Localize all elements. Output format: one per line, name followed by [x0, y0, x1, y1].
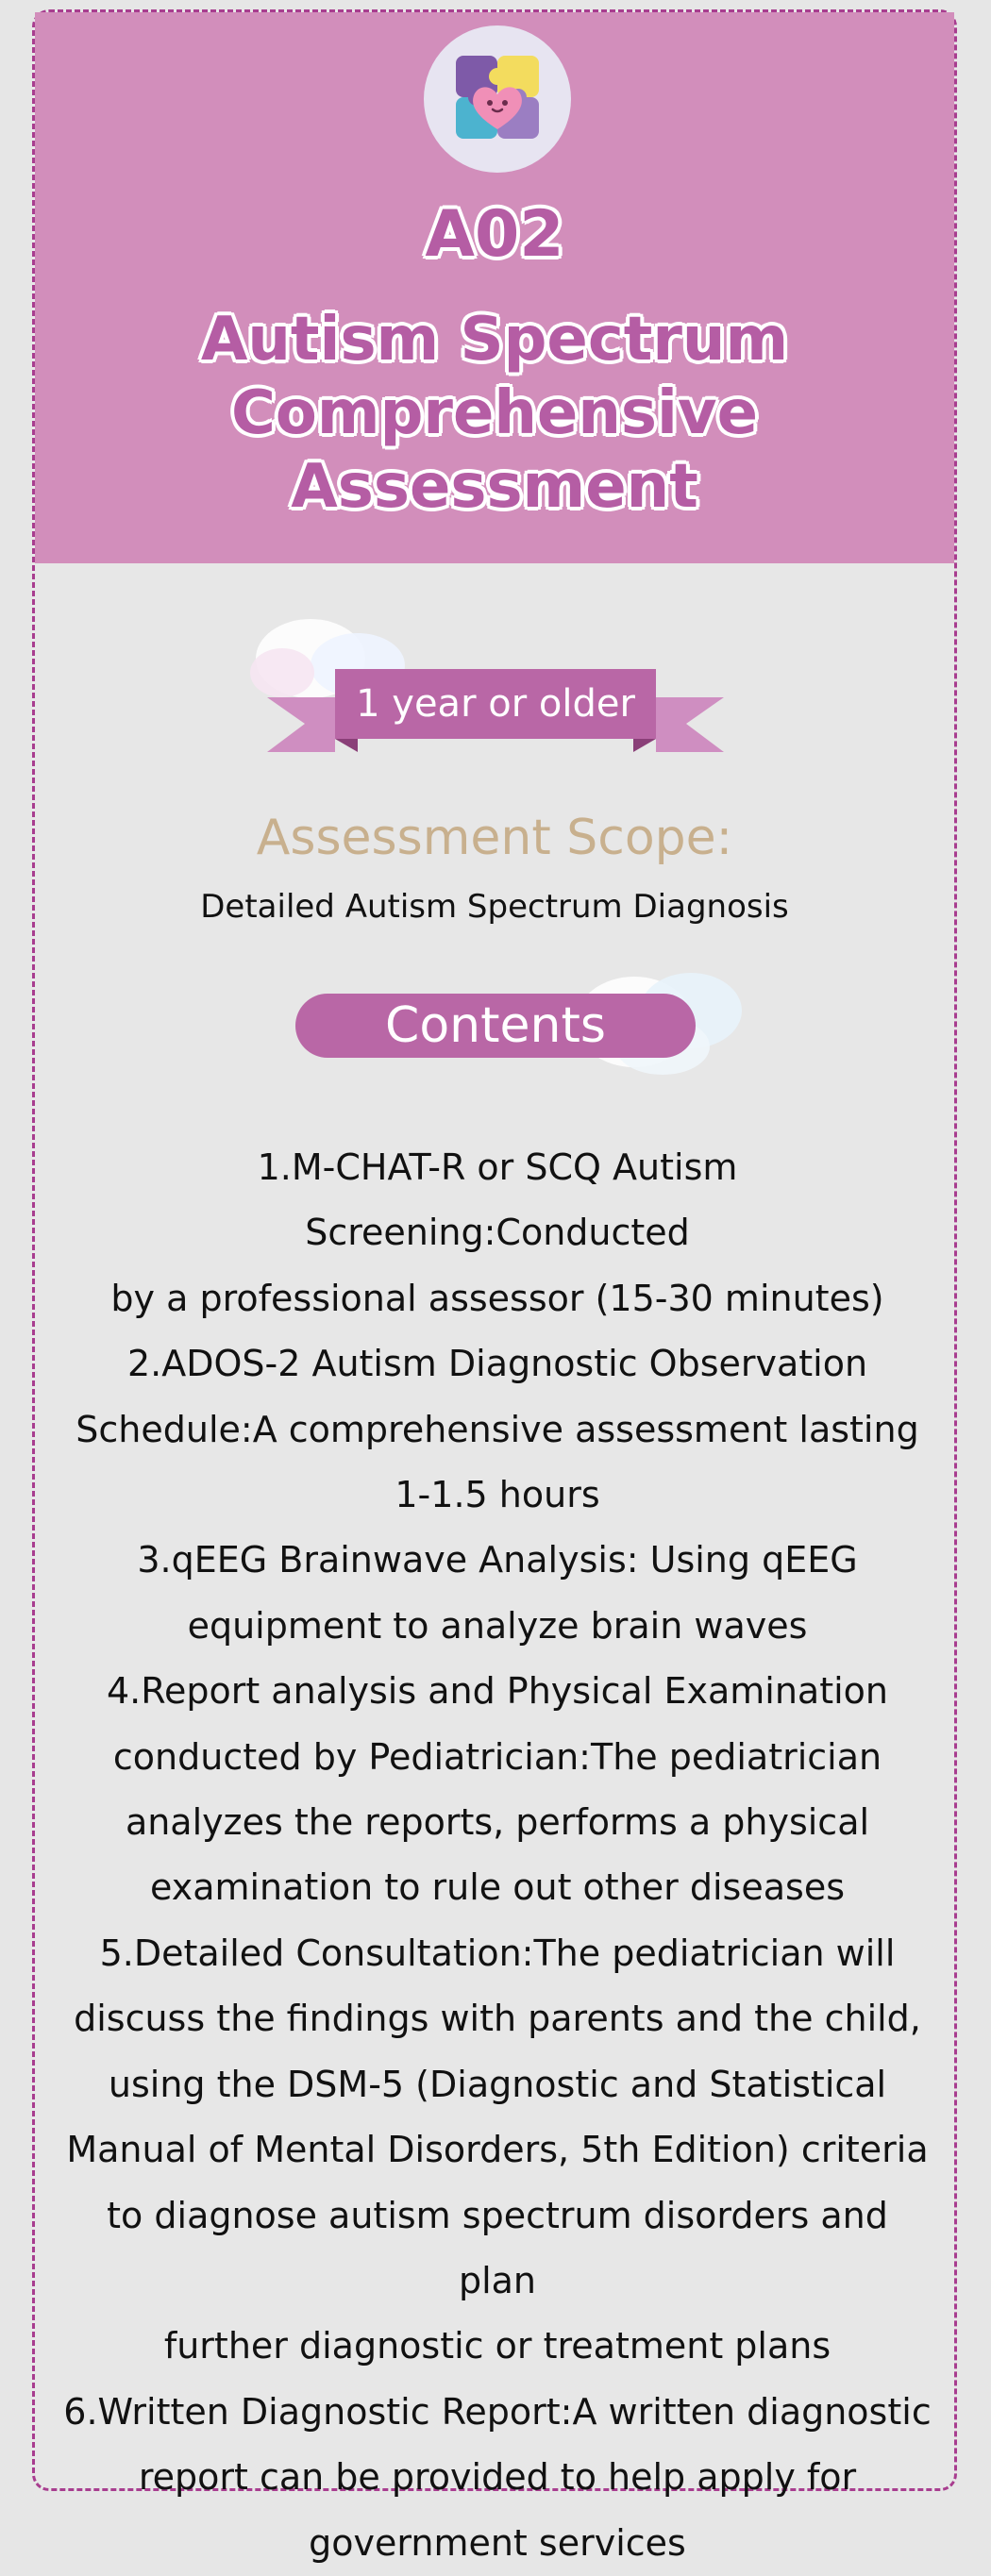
- title-line: Assessment: [291, 452, 698, 522]
- contents-line: 5.Detailed Consultation:The pediatrician will: [99, 1932, 896, 1974]
- contents-line: by a professional assessor (15-30 minutes): [110, 1277, 884, 1319]
- contents-line: report can be provided to help apply for: [138, 2456, 857, 2499]
- contents-line: examination to rule out other diseases: [150, 1866, 845, 1909]
- contents-line: conducted by Pediatrician:The pediatrician: [112, 1735, 882, 1778]
- contents-line: to diagnose autism spectrum disorders and plan: [107, 2194, 888, 2301]
- age-label: 1 year or older: [356, 682, 635, 726]
- scope-label: Assessment Scope:: [256, 810, 733, 866]
- puzzle-heart-icon: [441, 42, 554, 156]
- title-line: Autism Spectrum: [200, 305, 789, 375]
- contents-line: 1.M-CHAT-R or SCQ Autism Screening:Conducted: [257, 1146, 738, 1254]
- contents-line: 2.ADOS-2 Autism Diagnostic Observation: [126, 1343, 868, 1385]
- contents-line: Manual of Mental Disorders, 5th Edition) criteria: [66, 2129, 929, 2171]
- contents-line: further diagnostic or treatment plans: [163, 2325, 831, 2367]
- contents-line: 3.qEEG Brainwave Analysis: Using qEEG: [137, 1539, 858, 1581]
- contents-line: Schedule:A comprehensive assessment lasting: [76, 1408, 919, 1450]
- title-line: Comprehensive: [230, 378, 759, 448]
- contents-line: analyzes the reports, performs a physical: [125, 1801, 870, 1844]
- contents-heading: Contents: [295, 994, 696, 1058]
- contents-line: equipment to analyze brain waves: [187, 1604, 808, 1647]
- contents-line: using the DSM-5 (Diagnostic and Statistical: [108, 2063, 887, 2105]
- contents-list: [63, 1135, 932, 2576]
- scope-value: Detailed Autism Spectrum Diagnosis: [200, 888, 789, 926]
- service-title: [35, 303, 954, 524]
- logo-badge: [424, 25, 571, 173]
- contents-line: 1-1.5 hours: [395, 1474, 600, 1516]
- contents-line: 4.Report analysis and Physical Examination: [107, 1670, 888, 1713]
- card-header: [35, 12, 954, 563]
- service-card: [32, 9, 957, 2564]
- contents-line: government services: [309, 2521, 686, 2564]
- contents-line: discuss the findings with parents and the child,: [74, 1998, 921, 2040]
- contents-line: 6.Written Diagnostic Report:A written diagnostic: [63, 2390, 932, 2433]
- service-code: A02: [425, 197, 564, 272]
